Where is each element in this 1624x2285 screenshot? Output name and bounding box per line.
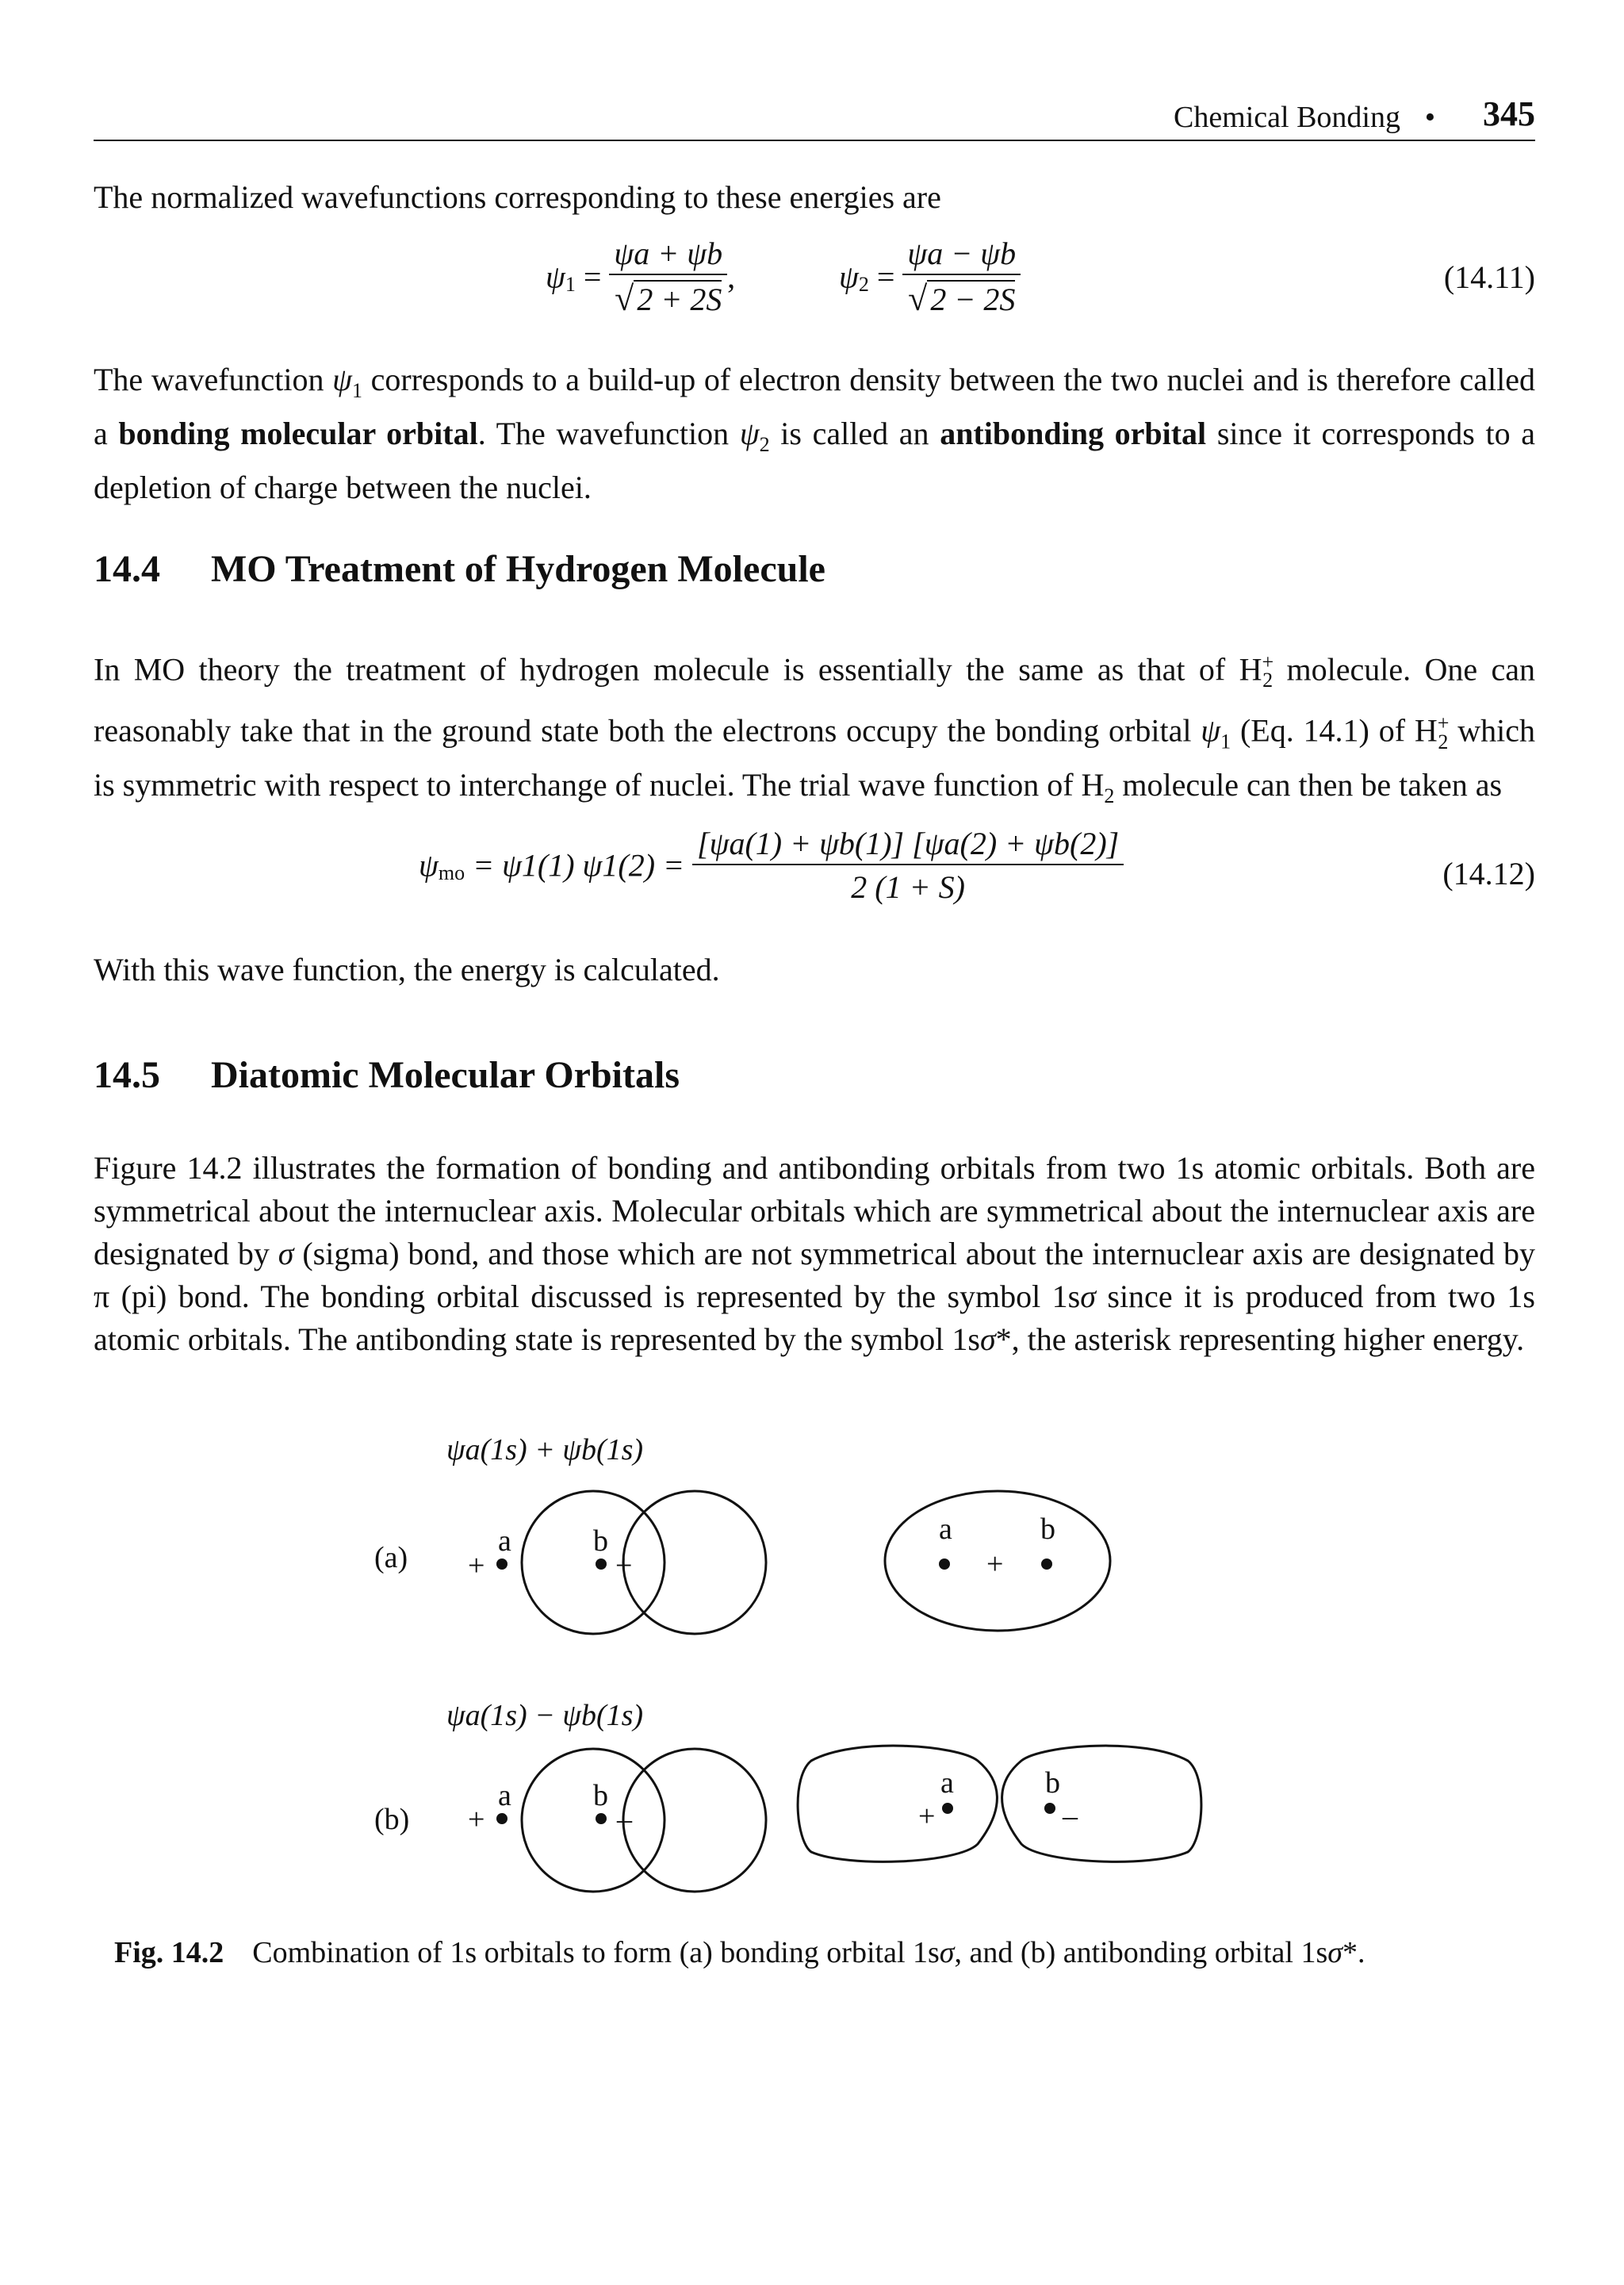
eq11-den2: 2 − 2S [927, 280, 1015, 317]
antibonding-nucleus-a-dot [496, 1813, 508, 1824]
orbital-a-circle-right [623, 1491, 766, 1634]
lobe-sign-minus: – [1063, 1800, 1078, 1833]
antibonding-atom-label-b: b [593, 1779, 608, 1812]
paragraph-wavefunction: The wavefunction $\psi_1$ corresponds to a build-up of electron density between the two nuclei and is therefore called a bonding molecular orbital. The wavefunction $\psi_2$ is called an antibonding orbital since it corresponds to a depletion of charge between the nuclei. [94, 362, 1535, 505]
antibonding-lobe-left [798, 1746, 997, 1861]
sign-plus-a-right: + [615, 1549, 633, 1582]
paragraph-mo-theory: In MO theory the treatment of hydrogen molecule is essentially the same as that of $H^+_2$ molecule. One can reasonably take that in the ground state both the electrons occupy the bonding orbital $\psi_1$ (Eq. 14.1) of $H^+_2$ which is symmetric with respect to interchange of nuclei. The trial wave function of $H_2$ molecule can then be taken as [94, 650, 1536, 807]
paragraph-diatomic: Figure 14.2 illustrates the formation of bonding and antibonding orbitals from two 1s atomic orbitals. Both are symmetrical about the internuclear axis. Molecular orbitals which are symmetrical about the internuclear axis are designated by σ (sigma) bond, and those which are not symmetrical about the internuclear axis are designated by π (pi) bond. The bonding orbital discussed is represented by the symbol 1sσ since it is produced from two 1s atomic orbitals. The antibonding state is represented by the symbol 1sσ*, the asterisk representing higher energy. [94, 1150, 1535, 1357]
paragraph-energy: With this wave function, the energy is calculated. [94, 952, 720, 987]
lobe-nucleus-a-dot [942, 1803, 953, 1814]
combo-label-a: ψa(1s) + ψb(1s) [446, 1433, 644, 1466]
sign-plus-a-left: + [468, 1549, 485, 1582]
eq12-fraction [692, 825, 1124, 906]
nucleus-b-dot [596, 1558, 607, 1570]
combo-label-b: ψa(1s) − ψb(1s) [446, 1699, 644, 1732]
antibonding-lobe-right [1002, 1746, 1201, 1861]
figure-14-2 [94, 1420, 1535, 1919]
eq12-denominator: 2 (1 + S) [851, 869, 965, 905]
lobe-atom-label-a: a [940, 1766, 954, 1800]
eq11-num2: ψa − ψb [902, 235, 1021, 275]
section-heading-14-5: 14.5 Diatomic Molecular Orbitals [94, 1054, 680, 1096]
eq12-numerator: [ψa(1) + ψb(1)] [ψa(2) + ψb(2)] [692, 825, 1124, 865]
eq11-lhs1: ψ [546, 259, 565, 295]
caption-label: Fig. 14.2 [114, 1936, 224, 1969]
eq12-lhs: ψ [419, 847, 439, 884]
lobe-sign-plus: + [918, 1800, 936, 1833]
equation-14-11: $\psi_1$ = $\frac{\psi a + \psi b}{√ 2 + 2S}$ , $\psi_2$ = $\frac{\psi a - \psi b}{√ 2 - 2S}$ (14.11) [546, 236, 1535, 318]
eq11-fraction-1: $\frac{\psi a + \psi b}{√ 2 + 2S}$ [609, 235, 727, 319]
bonding-nucleus-a-dot [939, 1558, 950, 1570]
header-bullet: • [1424, 101, 1435, 134]
eq12-number: (14.12) [1442, 856, 1535, 891]
eq11-number: (14.11) [1443, 259, 1535, 295]
orbital-b-circle-right [623, 1749, 766, 1892]
page-number: 345 [1483, 94, 1535, 133]
lobe-atom-label-b: b [1045, 1766, 1060, 1800]
eq11-den1: 2 + 2S [634, 280, 722, 317]
sign-plus-b: + [468, 1803, 485, 1836]
eq11-lhs2: ψ [839, 259, 859, 295]
atom-label-b: b [593, 1524, 608, 1558]
lobe-nucleus-b-dot [1044, 1803, 1055, 1814]
running-title: Chemical Bonding [1173, 101, 1400, 134]
eq11-num1: ψa + ψb [609, 235, 727, 275]
sign-minus-b: – [617, 1803, 632, 1836]
equation-14-12 [94, 825, 1535, 920]
antibonding-nucleus-b-dot [596, 1813, 607, 1824]
bonding-atom-label-b: b [1040, 1512, 1055, 1546]
running-header [94, 94, 1535, 141]
nucleus-a-dot [496, 1558, 508, 1570]
eq11-fraction-2: $\frac{\psi a - \psi b}{√ 2 - 2S}$ [902, 235, 1021, 319]
eq12-lhs-sub: mo [438, 861, 465, 885]
section-heading-14-4: 14.4 MO Treatment of Hydrogen Molecule [94, 548, 825, 590]
eq11-lhs2-sub: 2 [858, 273, 869, 297]
atom-label-a: a [498, 1524, 511, 1558]
panel-label-b: (b) [374, 1803, 410, 1836]
eq11-lhs1-sub: 1 [565, 273, 576, 297]
eq12-middle: = ψ1(1) ψ1(2) = [473, 847, 693, 884]
term-bonding-orbital: bonding molecular orbital [118, 416, 478, 451]
bonding-nucleus-b-dot [1041, 1558, 1052, 1570]
term-antibonding-orbital: antibonding orbital [940, 416, 1207, 451]
bonding-sign-plus: + [986, 1547, 1004, 1581]
bonding-atom-label-a: a [939, 1512, 952, 1546]
figure-caption: Fig. 14.2 Combination of 1s orbitals to form (a) bonding orbital 1sσ, and (b) antibonding orbital 1sσ*. [114, 1936, 1365, 1969]
panel-label-a: (a) [374, 1541, 408, 1574]
antibonding-atom-label-a: a [498, 1779, 511, 1812]
intro-line: The normalized wavefunctions corresponding to these energies are [94, 179, 941, 215]
